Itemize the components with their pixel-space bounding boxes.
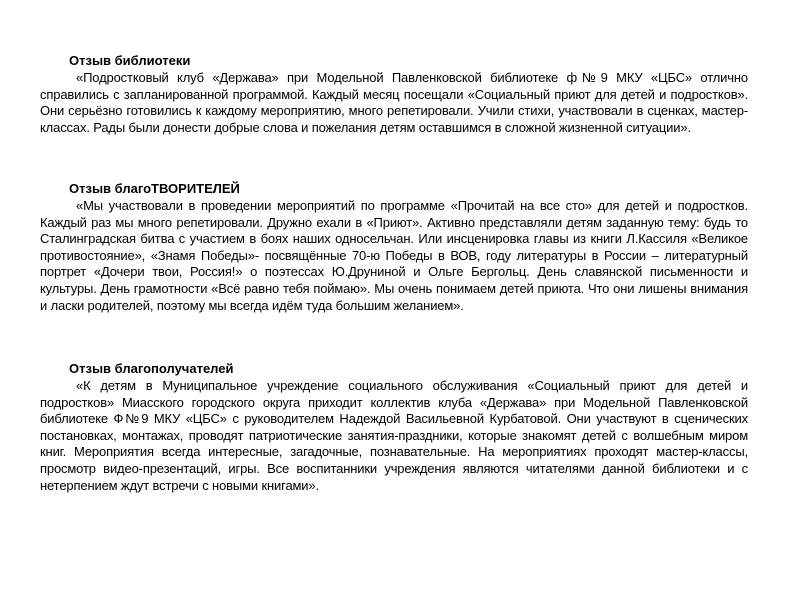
benefactors-review-heading: Отзыв благоТВОРИТЕЛЕЙ	[69, 181, 240, 196]
benefactors-review-text: «Мы участвовали в проведении мероприятий по программе «Прочитай на все сто» для детей и подростков. Каждый раз мы много репетировали. Дружно ехали в «Приют». Активно представляли детям заданную тему: будь то Сталинградская битва с участием в боях наших односельчан. Или инсценировка главы из книги Л.Кассиля «Великое противостояние», «Знамя Победы»- посвящённые 70-ю Победы в ВОВ, году литературы в России – литературный портрет «Дочери твои, Россия!» о поэтессах Ю.Друниной и Ольге Бергольц. День славянской письменности и культуры. День грамотности «Всё равно тебя поймаю». Мы очень понимаем детей приюта. Что они лишены внимания и ласки родителей, поэтому мы всегда идём туда большим желанием».	[40, 198, 748, 313]
library-review-section	[40, 52, 748, 136]
beneficiaries-review-text: «К детям в Муниципальное учреждение социального обслуживания «Социальный приют для детей и подростков» Миасского городского округа приходит коллектив клуба «Держава» при Модельной Павленковской библиотеке Ф№9 МКУ «ЦБС» с руководителем Надеждой Васильевной Курбатовой. Они участвуют в сценических постановках, монтажах, проводят патриотические занятия-праздники, которые знакомят детей с волшебным миром книг. Мероприятия всегда интересные, загадочные, познавательные. На мероприятиях проходят мастер-классы, просмотр видео-презентаций, игры. Все воспитанники учреждения являются читателями данной библиотеки и с нетерпением ждут встречи с новыми книгами».	[40, 378, 748, 493]
library-review-heading: Отзыв библиотеки	[69, 53, 191, 68]
beneficiaries-review-heading: Отзыв благополучателей	[69, 361, 234, 376]
beneficiaries-review-section	[40, 360, 748, 494]
library-review-text: «Подростковый клуб «Держава» при Модельной Павленковской библиотеке ф№9 МКУ «ЦБС» отлично справились с запланированной программой. Каждый месяц посещали «Социальный приют для детей и подростков». Они серьёзно готовились к каждому мероприятию, много репетировали. Учили стихи, участвовали в сценках, мастер-классах. Рады были донести добрые слова и пожелания детям оставшимся в сложной жизненной ситуации».	[40, 70, 748, 135]
benefactors-review-section	[40, 180, 748, 314]
